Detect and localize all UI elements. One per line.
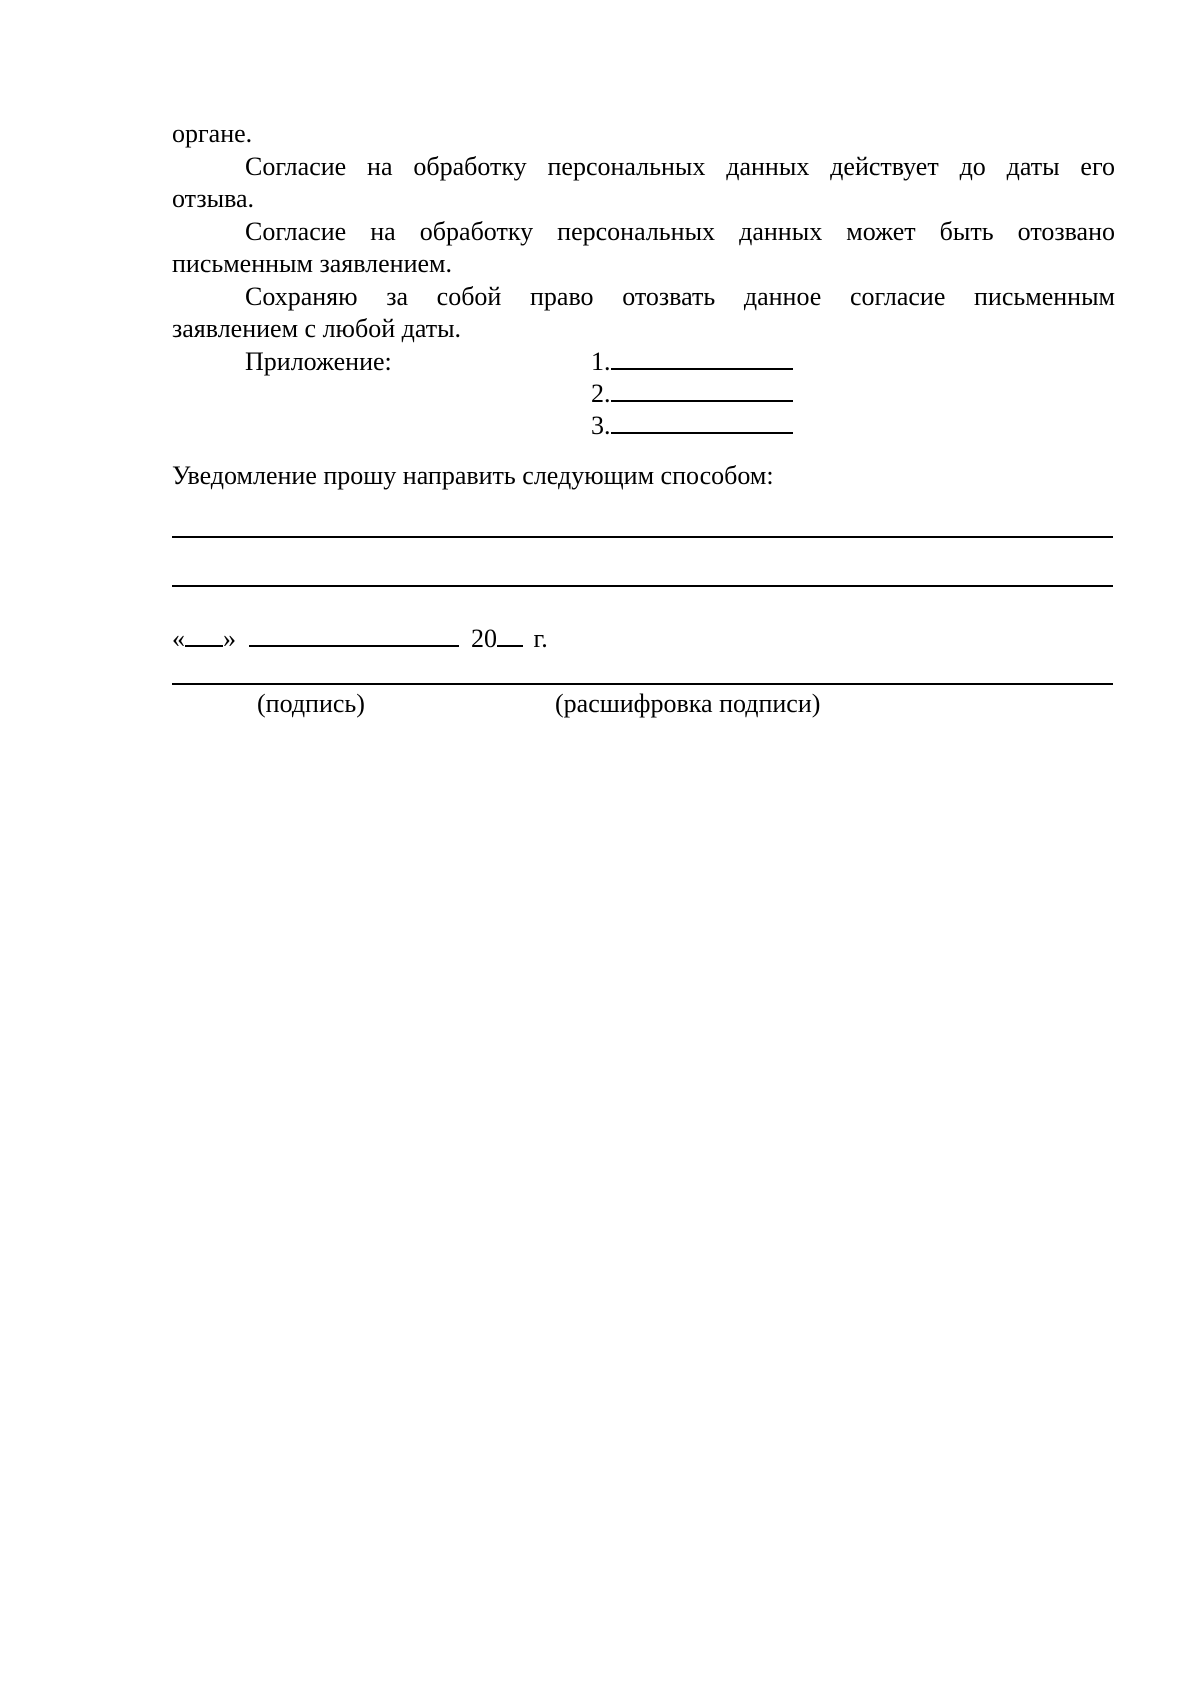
attachment-blank-field[interactable] [611, 378, 793, 402]
attachment-item [591, 378, 793, 410]
notification-blank-line-1[interactable] [172, 536, 1113, 538]
date-month-field[interactable] [249, 623, 459, 647]
attachment-blank-field[interactable] [611, 346, 793, 370]
date-day-field[interactable] [185, 623, 223, 647]
attachment-number: 3. [591, 411, 611, 440]
attachment-number: 1. [591, 347, 611, 376]
attachment-blank-field[interactable] [611, 410, 793, 434]
date-year-field[interactable] [497, 623, 523, 647]
signature-caption: (подпись) [257, 689, 365, 718]
consent-validity-line1: Согласие на обработку персональных данных действует до даты его [245, 152, 1115, 181]
date-open-quote: « [172, 624, 185, 653]
signature-decoding-caption: (расшифровка подписи) [555, 689, 821, 718]
notification-label: Уведомление прошу направить следующим способом: [172, 461, 774, 490]
text-line-organe: органе. [172, 119, 253, 148]
date-year-prefix: 20 [471, 624, 497, 653]
attachment-item [591, 410, 793, 442]
attachment-item [591, 346, 793, 378]
attachments-label: Приложение: [245, 347, 392, 376]
date-line [172, 623, 548, 655]
signature-line[interactable] [172, 683, 1113, 685]
consent-revocation-line2: письменным заявлением. [172, 249, 453, 278]
consent-revocation-line1: Согласие на обработку персональных данных может быть отозвано [245, 217, 1115, 246]
reserve-right-line2: заявлением с любой даты. [172, 314, 462, 343]
consent-validity-line2: отзыва. [172, 184, 255, 213]
date-year-suffix: г. [533, 624, 548, 653]
notification-blank-line-2[interactable] [172, 585, 1113, 587]
reserve-right-line1: Сохраняю за собой право отозвать данное согласие письменным [245, 282, 1115, 311]
date-close-quote: » [223, 624, 236, 653]
attachment-number: 2. [591, 379, 611, 408]
